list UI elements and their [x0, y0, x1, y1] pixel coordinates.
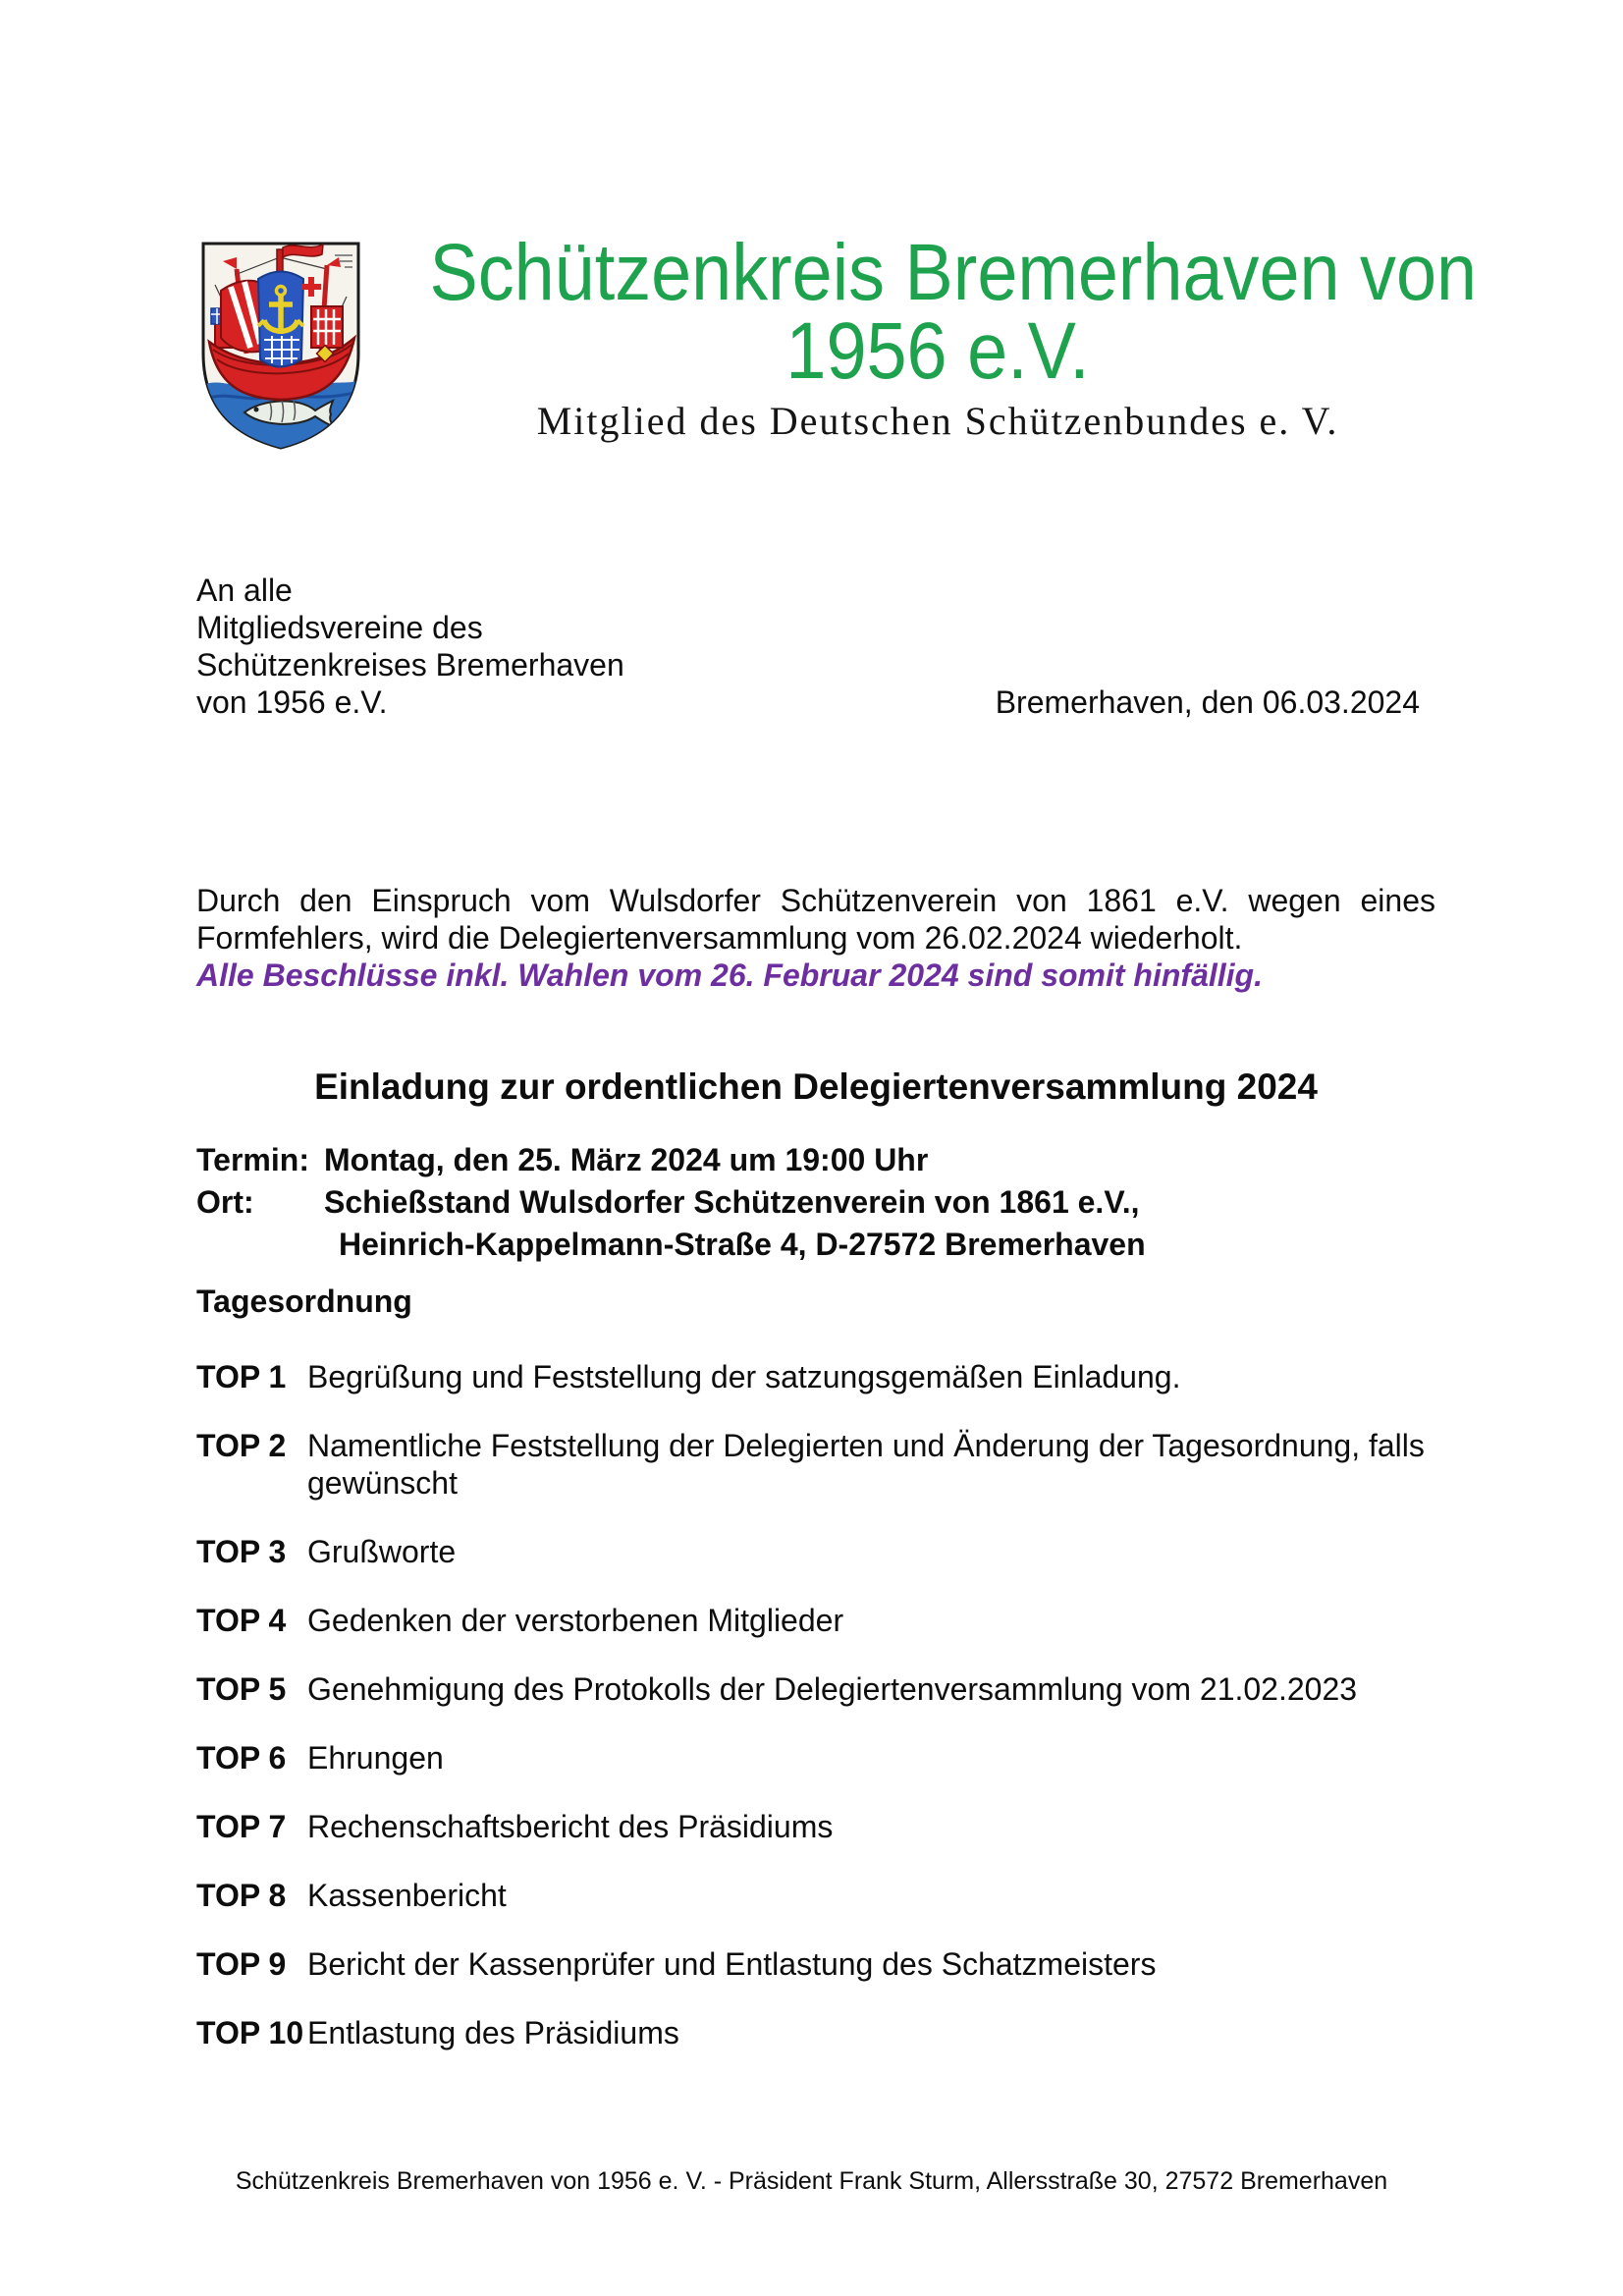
agenda-item-text: Grußworte — [307, 1534, 457, 1569]
recipient-address — [196, 572, 1435, 721]
recipient-line: Schützenkreises Bremerhaven — [196, 647, 624, 683]
agenda-item — [196, 2014, 1443, 2051]
agenda-item-label: TOP 5 — [196, 1671, 287, 1707]
agenda-item-label: TOP 10 — [196, 2015, 304, 2050]
agenda-item-text: Rechenschaftsbericht des Präsidiums — [307, 1809, 834, 1844]
club-title-line1: Schützenkreis Bremerhaven von — [429, 228, 1478, 317]
bremerhaven-crest-logo — [193, 236, 368, 457]
objection-notice — [196, 882, 1435, 994]
agenda-item — [196, 1602, 1443, 1639]
invitation-heading: Einladung zur ordentlichen Delegiertenversammlung 2024 — [314, 1066, 1318, 1107]
ort-value-line1: Schießstand Wulsdorfer Schützenverein von 1861 e.V., — [324, 1184, 1140, 1220]
agenda-item-label: TOP 7 — [196, 1809, 287, 1844]
date-line: Bremerhaven, den 06.03.2024 — [995, 684, 1420, 720]
agenda-item-text: Gedenken der verstorbenen Mitglieder — [307, 1603, 844, 1638]
agenda-item — [196, 1427, 1443, 1502]
letterhead — [373, 228, 1502, 443]
agenda-item — [196, 1670, 1443, 1708]
termin-label: Termin: — [196, 1142, 309, 1177]
agenda-item-text: Genehmigung des Protokolls der Delegiertenversammlung vom 21.02.2023 — [307, 1671, 1358, 1707]
agenda-item-text: Ehrungen — [307, 1740, 444, 1776]
agenda-item-label: TOP 2 — [196, 1428, 287, 1463]
agenda-heading: Tagesordnung — [196, 1284, 412, 1319]
ship-crest-icon — [193, 236, 368, 457]
agenda-item-label: TOP 9 — [196, 1946, 287, 1982]
agenda-item-text: Namentliche Feststellung der Delegierten und Änderung der Tagesordnung, falls gewünscht — [307, 1428, 1425, 1501]
agenda-item — [196, 1945, 1443, 1983]
agenda-item — [196, 1877, 1443, 1914]
agenda-item-label: TOP 6 — [196, 1740, 287, 1776]
notice-text: Durch den Einspruch vom Wulsdorfer Schützenverein von 1861 e.V. wegen eines Formfehlers, wird die Delegiertenversammlung vom 26.02.2024 wiederholt. — [196, 883, 1435, 956]
termin-value: Montag, den 25. März 2024 um 19:00 Uhr — [324, 1142, 929, 1177]
agenda-item-text: Kassenbericht — [307, 1878, 507, 1913]
agenda-item-label: TOP 8 — [196, 1878, 287, 1913]
club-subtitle: Mitglied des Deutschen Schützenbundes e. V. — [536, 399, 1339, 443]
agenda-item — [196, 1358, 1443, 1395]
agenda-item-text: Bericht der Kassenprüfer und Entlastung des Schatzmeisters — [307, 1946, 1157, 1982]
agenda-item — [196, 1808, 1443, 1845]
agenda-item-text: Entlastung des Präsidiums — [307, 2015, 679, 2050]
ort-label: Ort: — [196, 1184, 254, 1220]
notice-highlight: Alle Beschlüsse inkl. Wahlen vom 26. Februar 2024 sind somit hinfällig. — [196, 957, 1263, 993]
recipient-line: Mitgliedsvereine des — [196, 610, 483, 645]
recipient-line: An alle — [196, 573, 293, 608]
agenda-item-label: TOP 1 — [196, 1359, 287, 1394]
ort-value-line2: Heinrich-Kappelmann-Straße 4, D-27572 Bremerhaven — [339, 1227, 1146, 1262]
agenda-item — [196, 1739, 1443, 1777]
club-title-line2: 1956 e.V. — [785, 306, 1090, 396]
recipient-line: von 1956 e.V. — [196, 684, 388, 720]
footer-line: Schützenkreis Bremerhaven von 1956 e. V. - Präsident Frank Sturm, Allersstraße 30, 27572 Bremerhaven — [235, 2167, 1388, 2195]
club-title — [429, 228, 1478, 396]
meeting-details — [196, 1139, 1435, 1266]
agenda-item — [196, 1533, 1443, 1570]
agenda-item-text: Begrüßung und Feststellung der satzungsgemäßen Einladung. — [307, 1359, 1181, 1394]
agenda-list — [196, 1358, 1443, 2083]
agenda-item-label: TOP 3 — [196, 1534, 287, 1569]
agenda-item-label: TOP 4 — [196, 1603, 287, 1638]
